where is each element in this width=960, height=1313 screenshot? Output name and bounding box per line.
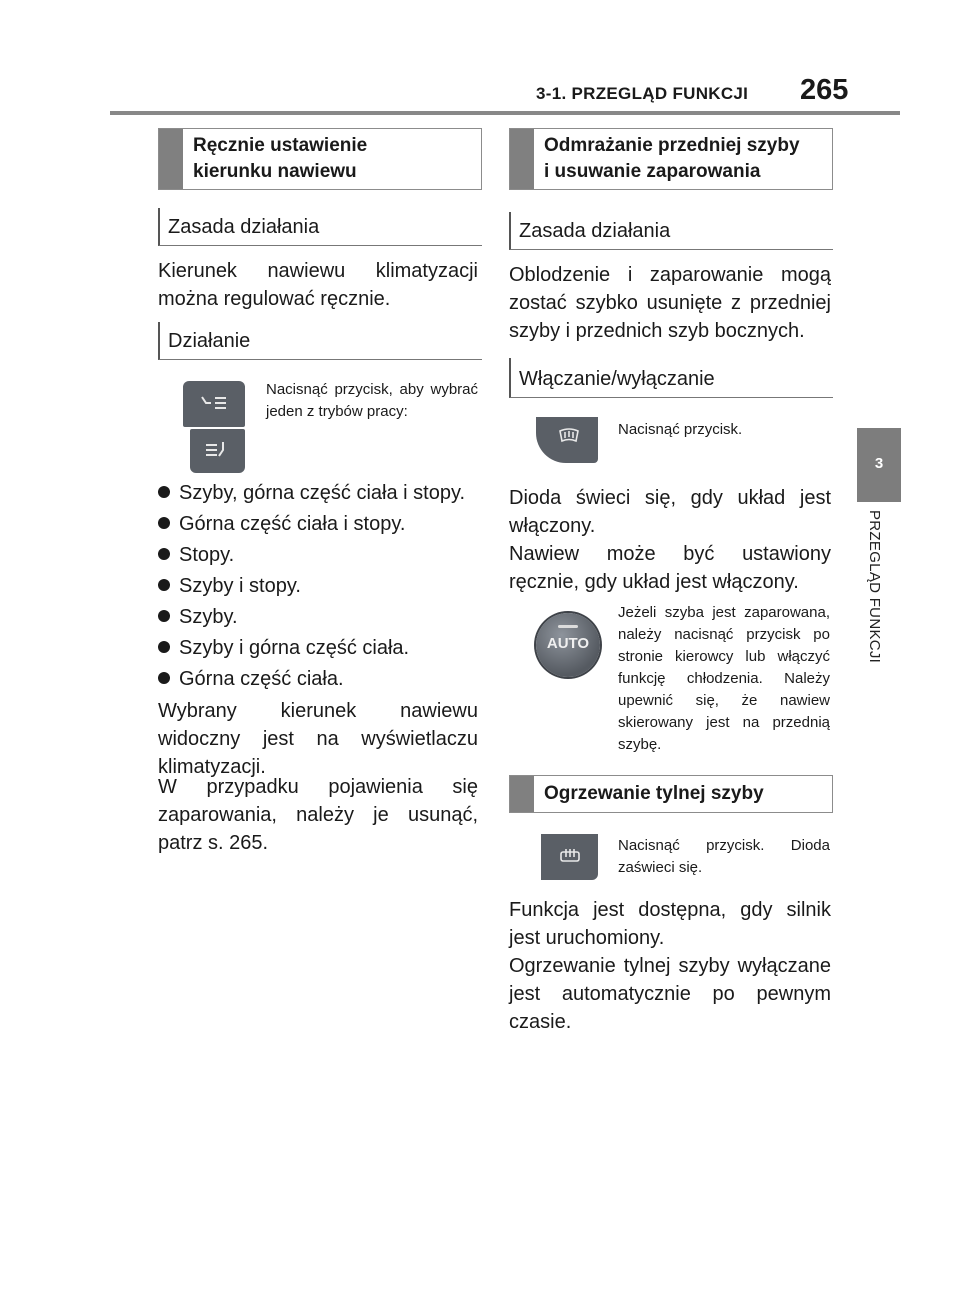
- auto-button-caption: Jeżeli szyba jest zaparowana, należy nacisnąć przycisk po stronie kierowcy lub włączyć funkcję chłodzenia. Należy upewnić się, że nawiew skierowany jest na przednią szybę.: [618, 604, 830, 753]
- section-heading-line2: kierunku nawiewu: [193, 161, 357, 182]
- list-item: Górna część ciała i stopy.: [158, 510, 405, 538]
- front-defrost-icon: [536, 417, 598, 463]
- rear-defrost-caption: Nacisnąć przycisk. Dioda zaświeci się.: [618, 837, 830, 876]
- bullet-dot: [158, 548, 170, 560]
- section-heading-line2: i usuwanie zaparowania: [544, 161, 761, 182]
- bullet-dot: [158, 579, 170, 591]
- subheading-principle: [158, 208, 482, 246]
- list-item: Szyby, górna część ciała i stopy.: [158, 479, 465, 507]
- rear-defrost-icon: [541, 834, 598, 880]
- rear-defrost-button[interactable]: [541, 834, 598, 880]
- subheading-on-off: [509, 358, 833, 398]
- section-heading-bar: [159, 129, 183, 189]
- header-section-title: 3-1. PRZEGLĄD FUNKCJI: [536, 84, 749, 103]
- bullet-dot: [158, 486, 170, 498]
- auto-indicator-bar: [558, 625, 578, 628]
- page-number: 265: [800, 74, 849, 106]
- fogging-paragraph: W przypadku pojawienia się zaparowania, należy je usunąć, patrz s. 265.: [158, 776, 478, 854]
- airflow-down-button[interactable]: [190, 429, 245, 473]
- section-heading-text: Ogrzewanie tylnej szyby: [544, 783, 764, 804]
- list-item: Stopy.: [158, 541, 234, 569]
- side-tab-label: PRZEGLĄD FUNKCJI: [866, 510, 883, 664]
- auto-button-label: AUTO: [546, 635, 590, 652]
- auto-off-paragraph: Ogrzewanie tylnej szyby wyłączane jest automatycznie po pewnym czasie.: [509, 955, 831, 1033]
- airflow-up-button[interactable]: [183, 381, 245, 427]
- section-heading-bar: [510, 776, 534, 812]
- subheading-operation: [158, 322, 482, 360]
- subheading-operation-text: Działanie: [168, 330, 251, 352]
- section-heading-bar: [510, 129, 534, 189]
- section-heading-line1: Odmrażanie przedniej szyby: [544, 135, 800, 156]
- section-heading-defrost: [509, 128, 833, 190]
- bullet-dot: [158, 672, 170, 684]
- defrost-principle-paragraph: Oblodzenie i zaparowanie mogą zostać szybko usunięte z przedniej szyby i przednich szyb bocznych.: [509, 264, 831, 342]
- subheading-principle-text: Zasada działania: [519, 220, 671, 242]
- list-item: Szyby.: [158, 603, 238, 631]
- manual-airflow-paragraph: Nawiew może być ustawiony ręcznie, gdy układ jest włączony.: [509, 543, 831, 593]
- section-heading-line1: Ręcznie ustawienie: [193, 135, 368, 156]
- subheading-on-off-text: Włączanie/wyłączanie: [519, 368, 715, 390]
- principle-paragraph: Kierunek nawiewu klimatyzacji można regulować ręcznie.: [158, 260, 478, 310]
- airflow-up-icon: [183, 381, 245, 427]
- diode-paragraph: Dioda świeci się, gdy układ jest włączony.: [509, 487, 831, 537]
- display-paragraph: Wybrany kierunek nawiewu widoczny jest na wyświetlaczu klimatyzacji.: [158, 700, 478, 778]
- section-heading-manual-direction: [158, 128, 482, 190]
- defrost-button-caption: Nacisnąć przycisk.: [618, 421, 743, 438]
- subheading-principle: [509, 212, 833, 250]
- list-item: Szyby i górna część ciała.: [158, 634, 409, 662]
- engine-running-paragraph: Funkcja jest dostępna, gdy silnik jest uruchomiony.: [509, 899, 831, 949]
- subheading-principle-text: Zasada działania: [168, 216, 320, 238]
- front-defrost-button[interactable]: [536, 417, 598, 463]
- airflow-down-icon: [190, 429, 245, 473]
- list-item: Górna część ciała.: [158, 665, 344, 693]
- list-item: Szyby i stopy.: [158, 572, 301, 600]
- bullet-dot: [158, 517, 170, 529]
- auto-button[interactable]: [536, 613, 600, 677]
- bullet-dot: [158, 610, 170, 622]
- airflow-button-caption: Nacisnąć przycisk, aby wybrać jeden z trybów pracy:: [266, 381, 478, 420]
- section-heading-rear-window: [509, 775, 833, 813]
- header-divider: [110, 111, 900, 115]
- side-tab-number: 3: [874, 455, 884, 472]
- bullet-dot: [158, 641, 170, 653]
